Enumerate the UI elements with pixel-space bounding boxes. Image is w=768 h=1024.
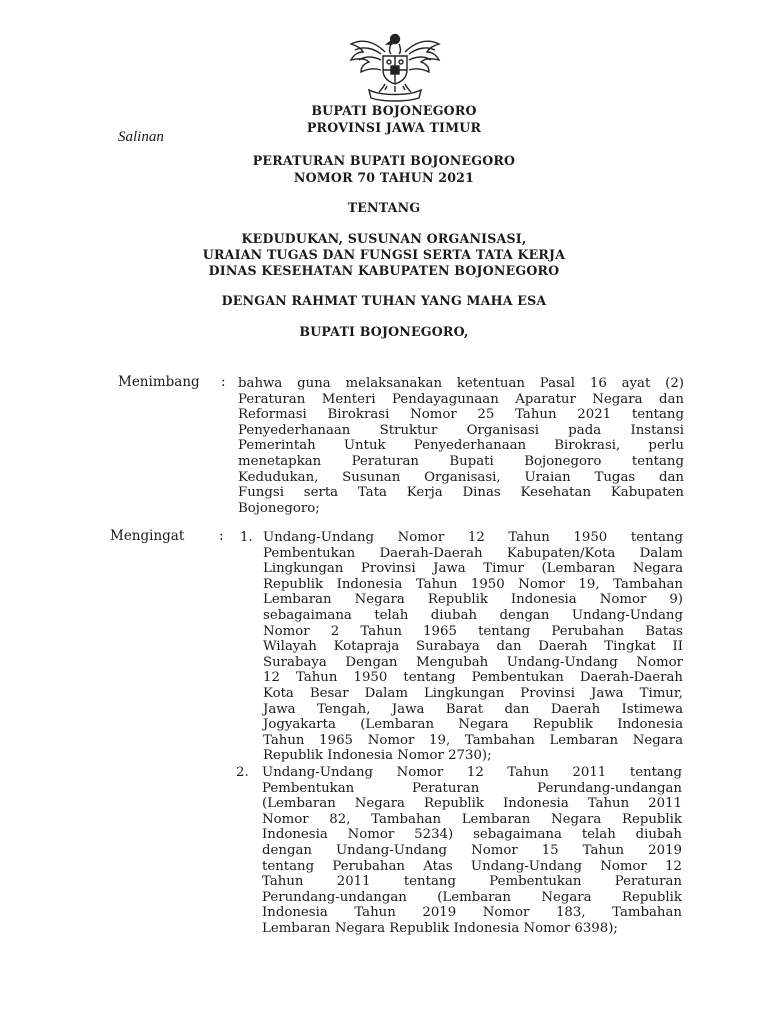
- text-line: Nomor 82, Tambahan Lembaran Negara Republik: [262, 811, 682, 827]
- text-line: Undang-Undang Nomor 12 Tahun 2011 tentang: [262, 765, 682, 780]
- menimbang-label: Menimbang: [118, 374, 200, 390]
- text-line: Bojonegoro;: [238, 500, 320, 516]
- text-line: Nomor 2 Tahun 1965 tentang Perubahan Batas: [263, 623, 683, 639]
- text-line: Wilayah Kotapraja Surabaya dan Daerah Tingkat II: [263, 639, 683, 655]
- text-line: Reformasi Birokrasi Nomor 25 Tahun 2021 tentang: [238, 407, 684, 423]
- text-line: dengan Undang-Undang Nomor 15 Tahun 2019: [262, 842, 682, 858]
- text-line: Lembaran Negara Republik Indonesia Nomor 6398);: [262, 920, 618, 936]
- text-line: Pemerintah Untuk Penyederhanaan Birokrasi, perlu: [238, 438, 684, 454]
- subject-line-2: URAIAN TUGAS DAN FUNGSI SERTA TATA KERJA: [202, 247, 566, 262]
- text-line: Republik Indonesia Tahun 1950 Nomor 19, Tambahan: [263, 576, 683, 592]
- text-line: Kota Besar Dalam Lingkungan Provinsi Jawa Timur,: [263, 685, 683, 701]
- salinan-label: Salinan: [118, 129, 164, 145]
- text-line: Lingkungan Provinsi Jawa Timur (Lembaran Negara: [263, 561, 683, 577]
- text-line: Surabaya Dengan Mengubah Undang-Undang Nomor: [263, 654, 683, 670]
- text-line: Lembaran Negara Republik Indonesia Nomor 9): [263, 592, 683, 608]
- bupati-heading: BUPATI BOJONEGORO,: [299, 324, 469, 339]
- mengingat-item-2-text: [262, 765, 682, 937]
- text-line: bahwa guna melaksanakan ketentuan Pasal 16 ayat (2): [238, 376, 684, 391]
- text-line: Pembentukan Daerah-Daerah Kabupaten/Kota Dalam: [263, 545, 683, 561]
- rahmat-heading: DENGAN RAHMAT TUHAN YANG MAHA ESA: [221, 293, 547, 308]
- subject-line-1: KEDUDUKAN, SUSUNAN ORGANISASI,: [241, 231, 527, 246]
- text-line: Kedudukan, Susunan Organisasi, Uraian Tugas dan: [238, 469, 684, 485]
- text-line: Jawa Tengah, Jawa Barat dan Daerah Istimewa: [263, 701, 683, 717]
- text-line: 12 Tahun 1950 tentang Pembentukan Daerah-Daerah: [263, 670, 683, 686]
- mengingat-item-1-number: 1.: [240, 530, 253, 545]
- text-line: Fungsi serta Tata Kerja Dinas Kesehatan Kabupaten: [238, 485, 684, 501]
- text-line: sebagaimana telah diubah dengan Undang-Undang: [263, 607, 683, 623]
- mengingat-item-2-number: 2.: [236, 765, 249, 780]
- garuda-emblem-icon: [345, 30, 441, 102]
- text-line: Penyederhanaan Struktur Organisasi pada Instansi: [238, 422, 684, 438]
- text-line: tentang Perubahan Atas Undang-Undang Nomor 12: [262, 858, 682, 874]
- tentang-heading: TENTANG: [347, 200, 421, 215]
- text-line: Jogyakarta (Lembaran Negara Republik Indonesia: [263, 717, 683, 733]
- header-provinsi: PROVINSI JAWA TIMUR: [306, 120, 482, 135]
- text-line: Indonesia Nomor 5234) sebagaimana telah diubah: [262, 827, 682, 843]
- text-line: (Lembaran Negara Republik Indonesia Tahun 2011: [262, 796, 682, 812]
- text-line: menetapkan Peraturan Bupati Bojonegoro tentang: [238, 453, 684, 469]
- text-line: Tahun 2011 tentang Pembentukan Peraturan: [262, 874, 682, 890]
- menimbang-colon: :: [221, 374, 226, 390]
- text-line: Perundang-undangan (Lembaran Negara Republik: [262, 889, 682, 905]
- regulation-number: NOMOR 70 TAHUN 2021: [293, 170, 475, 185]
- mengingat-colon: :: [219, 528, 224, 544]
- subject-line-3: DINAS KESEHATAN KABUPATEN BOJONEGORO: [208, 263, 560, 278]
- mengingat-item-1-text: [263, 530, 683, 764]
- text-line: Indonesia Tahun 2019 Nomor 183, Tambahan: [262, 905, 682, 921]
- mengingat-label: Mengingat: [110, 528, 185, 544]
- header-bupati: BUPATI BOJONEGORO: [311, 103, 477, 118]
- regulation-title: PERATURAN BUPATI BOJONEGORO: [252, 153, 516, 168]
- text-line: Peraturan Menteri Pendayagunaan Aparatur Negara dan: [238, 391, 684, 407]
- text-line: Republik Indonesia Nomor 2730);: [263, 748, 492, 764]
- text-line: Undang-Undang Nomor 12 Tahun 1950 tentang: [263, 530, 683, 545]
- text-line: Pembentukan Peraturan Perundang-undangan: [262, 780, 682, 796]
- text-line: Tahun 1965 Nomor 19, Tambahan Lembaran Negara: [263, 732, 683, 748]
- menimbang-text: [238, 376, 684, 516]
